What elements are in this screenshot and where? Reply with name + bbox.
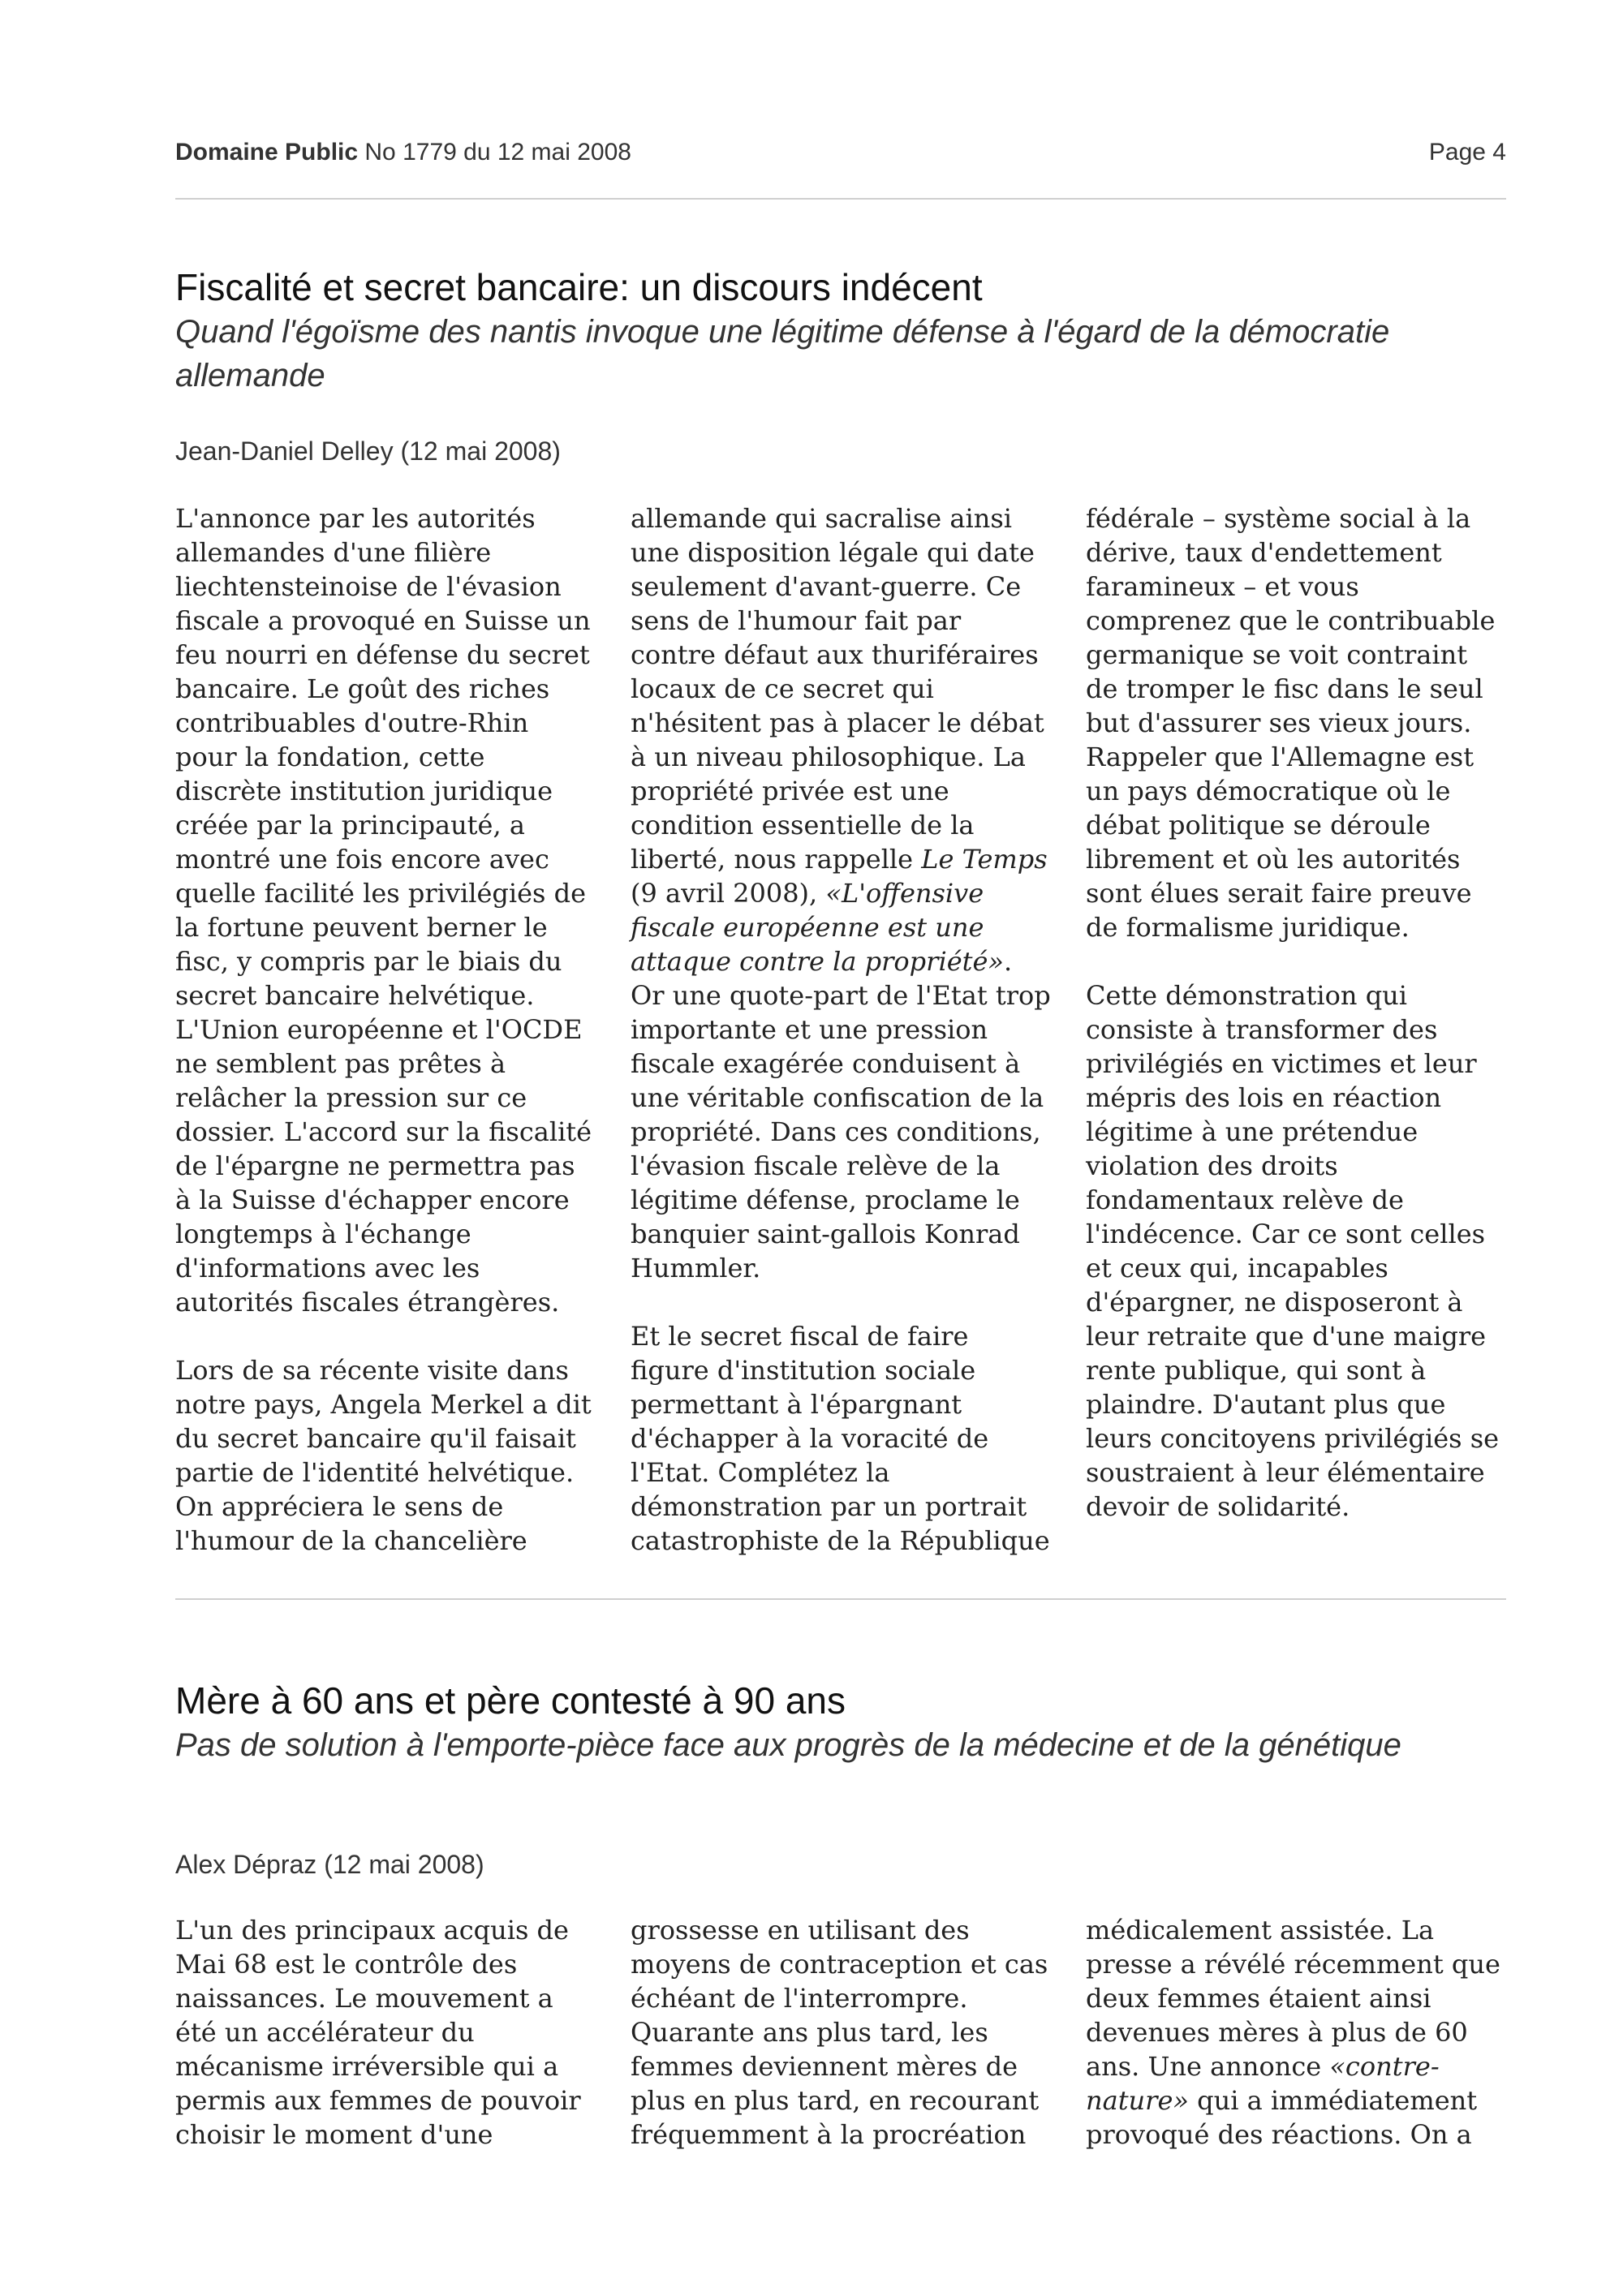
header-divider <box>175 198 1506 200</box>
article-2-body <box>175 1913 1506 2152</box>
article-2-column-1 <box>175 1913 596 2152</box>
paragraph <box>1086 1913 1506 2152</box>
article-2-column-2 <box>631 1913 1051 2152</box>
text-run: . Or une quote-part de l'Etat trop importante et une pression fiscale exagérée conduisent à une véritable confiscation de la propriété. Dans ces conditions, l'évasion fiscale relève de la légitime défense, proclame le banquier saint-gallois Konrad Hummler. <box>631 946 1051 1283</box>
article-1-column-1 <box>175 501 596 1558</box>
article-2-title: Mère à 60 ans et père contesté à 90 ans <box>175 1679 846 1722</box>
source-name: Le Temps <box>921 844 1048 875</box>
article-2-subtitle: Pas de solution à l'emporte-pièce face aux progrès de la médecine et de la génétique <box>175 1727 1401 1763</box>
article-1-body <box>175 501 1506 1558</box>
article-2-column-3 <box>1086 1913 1506 2152</box>
article-1-subtitle: Quand l'égoïsme des nantis invoque une légitime défense à l'égard de la démocratie allemande <box>175 314 1390 393</box>
article-2-byline: Alex Dépraz (12 mai 2008) <box>175 1850 484 1879</box>
article-divider <box>175 1598 1506 1600</box>
text-run: (9 avril 2008), <box>631 878 826 909</box>
article-1-column-2 <box>631 501 1051 1558</box>
publication-name: Domaine Public <box>175 139 359 166</box>
page-header <box>175 136 1506 169</box>
text-run: qui a immédiatement provoqué des réactions. On a <box>1086 2085 1478 2150</box>
text-run: médicalement assistée. La presse a révélé récemment que deux femmes étaient ainsi devenues mères à plus de 60 ans. Une annonce <box>1086 1915 1500 2082</box>
article-1-title: Fiscalité et secret bancaire: un discours indécent <box>175 266 983 308</box>
paragraph: Cette démonstration qui consiste à transformer des privilégiés en victimes et leur mépris des lois en réaction légitime à une prétendue violation des droits fondamentaux relève de l'indécence. Car ce sont celles et ceux qui, incapables d'épargner, ne disposeront à leur retraite que d'une maigre rente publique, qui sont à plaindre. D'autant plus que leurs concitoyens privilégiés se soustraient à leur élémentaire devoir de solidarité. <box>1086 980 1500 1522</box>
quote: «L'offensive fiscale européenne est une attaque contre la propriété» <box>631 878 1004 977</box>
article-1-column-3 <box>1086 501 1506 1558</box>
text-run: allemande qui sacralise ainsi une disposition légale qui date seulement d'avant-guerre. Ce sens de l'humour fait par contre défaut aux thuriféraires locaux de ce secret qui n'hésitent pas à placer le débat à un niveau philosophique. La propriété privée est une condition essentielle de la liberté, nous rappelle <box>631 503 1044 875</box>
paragraph: Et le secret fiscal de faire figure d'institution sociale permettant à l'épargnant d'échapper à la voracité de l'Etat. Complétez la démonstration par un portrait catastrophiste de la République <box>631 1321 1050 1556</box>
paragraph: grossesse en utilisant des moyens de contraception et cas échéant de l'interrompre. Quarante ans plus tard, les femmes deviennent mères de plus en plus tard, en recourant fréquemment à la procréation <box>631 1915 1048 2150</box>
issue-info: No 1779 du 12 mai 2008 <box>364 139 631 166</box>
paragraph: L'un des principaux acquis de Mai 68 est le contrôle des naissances. Le mouvement a été un accélérateur du mécanisme irréversible qui a permis aux femmes de pouvoir choisir le moment d'une <box>175 1915 581 2150</box>
page-number: Page 4 <box>1428 139 1506 166</box>
paragraph: fédérale – système social à la dérive, taux d'endettement faramineux – et vous comprenez que le contribuable germanique se voit contraint de tromper le fisc dans le seul but d'assurer ses vieux jours. Rappeler que l'Allemagne est un pays démocratique où le débat politique se déroule librement et où les autorités sont élues serait faire preuve de formalisme juridique. <box>1086 503 1496 943</box>
article-1-byline: Jean-Daniel Delley (12 mai 2008) <box>175 436 561 466</box>
paragraph: L'annonce par les autorités allemandes d'une filière liechtensteinoise de l'évasion fiscale a provoqué en Suisse un feu nourri en défense du secret bancaire. Le goût des riches contribuables d'outre-Rhin pour la fondation, cette discrète institution juridique créée par la principauté, a montré une fois encore avec quelle facilité les privilégiés de la fortune peuvent berner le fisc, y compris par le biais du secret bancaire helvétique. L'Union européenne et l'OCDE ne semblent pas prêtes à relâcher la pression sur ce dossier. L'accord sur la fiscalité de l'épargne ne permettra pas à la Suisse d'échapper encore longtemps à l'échange d'informations avec les autorités fiscales étrangères. <box>175 503 592 1318</box>
paragraph <box>631 501 1051 1285</box>
quote: «contre-nature» <box>1086 2051 1440 2116</box>
paragraph: Lors de sa récente visite dans notre pays, Angela Merkel a dit du secret bancaire qu'il faisait partie de l'identité helvétique. On appréciera le sens de l'humour de la chancelière <box>175 1355 592 1556</box>
